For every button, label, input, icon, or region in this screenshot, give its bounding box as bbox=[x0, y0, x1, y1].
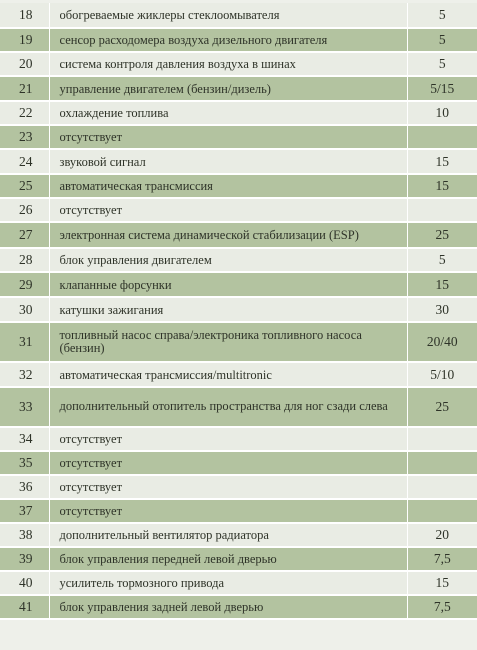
fuse-number: 32 bbox=[0, 362, 49, 387]
fuse-amperage: 15 bbox=[407, 571, 477, 595]
table-row bbox=[0, 523, 477, 547]
fuse-description: блок управления передней левой дверью bbox=[49, 547, 407, 571]
fuse-amperage: 5/10 bbox=[407, 362, 477, 387]
fuse-amperage: 7,5 bbox=[407, 547, 477, 571]
fuse-description: блок управления двигателем bbox=[49, 248, 407, 272]
fuse-amperage: 5 bbox=[407, 28, 477, 52]
fuse-amperage bbox=[407, 475, 477, 499]
table-row bbox=[0, 322, 477, 362]
fuse-description: дополнительный вентилятор радиатора bbox=[49, 523, 407, 547]
fuse-description: клапанные форсунки bbox=[49, 272, 407, 297]
table-row bbox=[0, 475, 477, 499]
fuse-description: автоматическая трансмиссия bbox=[49, 174, 407, 198]
fuse-number: 29 bbox=[0, 272, 49, 297]
table-row bbox=[0, 52, 477, 76]
fuse-description: блок управления задней левой дверью bbox=[49, 595, 407, 619]
fuse-description: отсутствует bbox=[49, 499, 407, 523]
fuse-number: 31 bbox=[0, 322, 49, 362]
fuse-number: 27 bbox=[0, 222, 49, 248]
fuse-description: управление двигателем (бензин/дизель) bbox=[49, 76, 407, 101]
fuse-amperage bbox=[407, 451, 477, 475]
table-row bbox=[0, 547, 477, 571]
fuse-amperage: 15 bbox=[407, 149, 477, 174]
table-row bbox=[0, 427, 477, 451]
fuse-number: 39 bbox=[0, 547, 49, 571]
table-row bbox=[0, 198, 477, 222]
fuse-number: 36 bbox=[0, 475, 49, 499]
table-row bbox=[0, 125, 477, 149]
fuse-amperage: 5 bbox=[407, 52, 477, 76]
fuse-number: 23 bbox=[0, 125, 49, 149]
fuse-description: усилитель тормозного привода bbox=[49, 571, 407, 595]
fuse-description: отсутствует bbox=[49, 125, 407, 149]
table-row bbox=[0, 248, 477, 272]
fuse-description: катушки зажигания bbox=[49, 297, 407, 322]
fuse-amperage: 15 bbox=[407, 174, 477, 198]
fuse-description: обогреваемые жиклеры стеклоомывателя bbox=[49, 3, 407, 28]
fuse-number: 33 bbox=[0, 387, 49, 427]
fuse-amperage: 5 bbox=[407, 3, 477, 28]
table-row bbox=[0, 297, 477, 322]
fuse-number: 18 bbox=[0, 3, 49, 28]
table-row bbox=[0, 272, 477, 297]
fuse-number: 34 bbox=[0, 427, 49, 451]
fuse-description: дополнительный отопитель пространства для ног сзади слева bbox=[49, 387, 407, 427]
fuse-amperage bbox=[407, 125, 477, 149]
fuse-table bbox=[0, 3, 477, 620]
fuse-description: отсутствует bbox=[49, 427, 407, 451]
fuse-number: 40 bbox=[0, 571, 49, 595]
fuse-number: 19 bbox=[0, 28, 49, 52]
fuse-amperage: 5/15 bbox=[407, 76, 477, 101]
fuse-number: 35 bbox=[0, 451, 49, 475]
fuse-number: 26 bbox=[0, 198, 49, 222]
fuse-amperage: 20 bbox=[407, 523, 477, 547]
fuse-description: звуковой сигнал bbox=[49, 149, 407, 174]
fuse-number: 25 bbox=[0, 174, 49, 198]
table-row bbox=[0, 101, 477, 125]
fuse-description: автоматическая трансмиссия/multitronic bbox=[49, 362, 407, 387]
fuse-number: 24 bbox=[0, 149, 49, 174]
table-row bbox=[0, 174, 477, 198]
fuse-number: 21 bbox=[0, 76, 49, 101]
table-row bbox=[0, 149, 477, 174]
fuse-amperage: 30 bbox=[407, 297, 477, 322]
fuse-description: отсутствует bbox=[49, 475, 407, 499]
fuse-amperage: 25 bbox=[407, 222, 477, 248]
fuse-description: сенсор расходомера воздуха дизельного двигателя bbox=[49, 28, 407, 52]
fuse-description: система контроля давления воздуха в шинах bbox=[49, 52, 407, 76]
fuse-description: электронная система динамической стабилизации (ESP) bbox=[49, 222, 407, 248]
fuse-number: 22 bbox=[0, 101, 49, 125]
table-row bbox=[0, 595, 477, 619]
fuse-number: 28 bbox=[0, 248, 49, 272]
table-row bbox=[0, 3, 477, 28]
fuse-amperage bbox=[407, 198, 477, 222]
table-row bbox=[0, 387, 477, 427]
fuse-amperage: 5 bbox=[407, 248, 477, 272]
table-row bbox=[0, 451, 477, 475]
fuse-description: топливный насос справа/электроника топливного насоса (бензин) bbox=[49, 322, 407, 362]
table-row bbox=[0, 499, 477, 523]
table-row bbox=[0, 222, 477, 248]
fuse-number: 38 bbox=[0, 523, 49, 547]
table-row bbox=[0, 76, 477, 101]
fuse-description: отсутствует bbox=[49, 451, 407, 475]
fuse-amperage bbox=[407, 499, 477, 523]
fuse-amperage bbox=[407, 427, 477, 451]
fuse-amperage: 20/40 bbox=[407, 322, 477, 362]
fuse-number: 20 bbox=[0, 52, 49, 76]
fuse-amperage: 25 bbox=[407, 387, 477, 427]
fuse-number: 37 bbox=[0, 499, 49, 523]
fuse-description: отсутствует bbox=[49, 198, 407, 222]
fuse-number: 30 bbox=[0, 297, 49, 322]
fuse-amperage: 10 bbox=[407, 101, 477, 125]
fuse-amperage: 15 bbox=[407, 272, 477, 297]
fuse-amperage: 7,5 bbox=[407, 595, 477, 619]
table-row bbox=[0, 571, 477, 595]
fuse-description: охлаждение топлива bbox=[49, 101, 407, 125]
fuse-number: 41 bbox=[0, 595, 49, 619]
table-row bbox=[0, 362, 477, 387]
table-row bbox=[0, 28, 477, 52]
